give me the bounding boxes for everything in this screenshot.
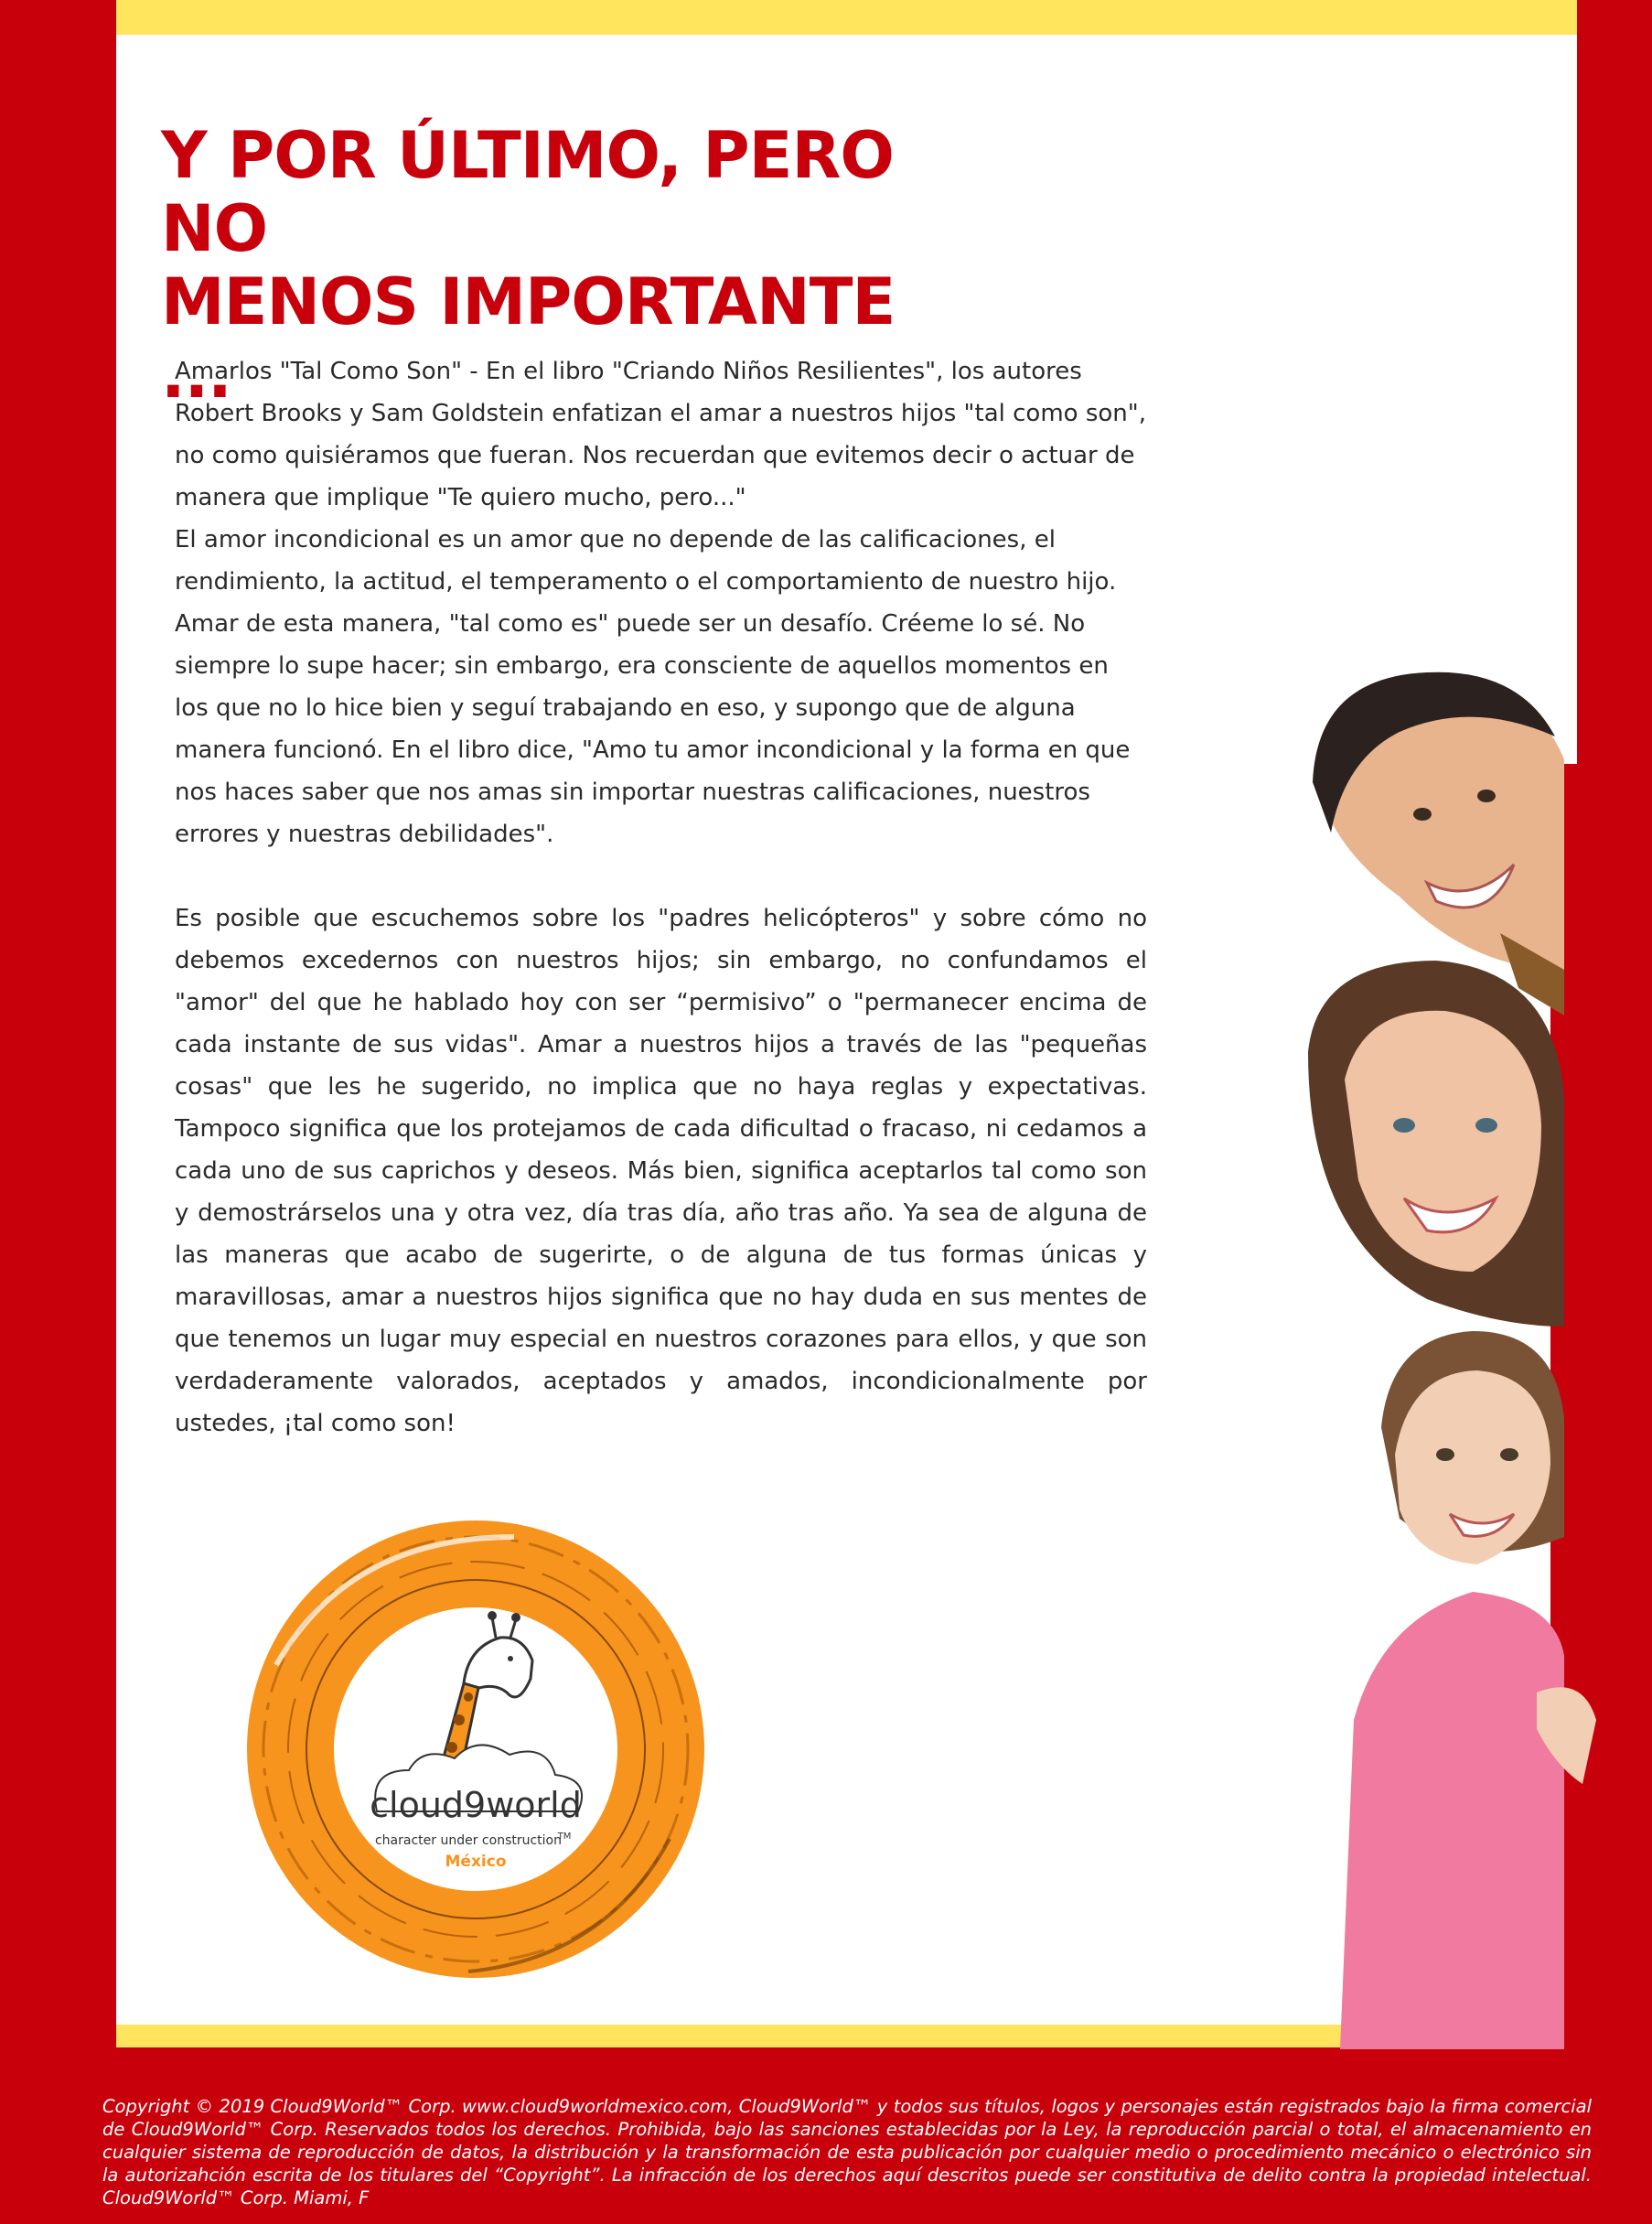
logo-tagline: character under construction <box>374 1833 563 1848</box>
family-photo <box>1290 668 1601 2049</box>
logo-country: México <box>445 1853 507 1871</box>
paragraph-2: El amor incondicional es un amor que no depende de las calificaciones, el rendimiento, la actitud, el temperamento o el comportamiento de nuestro hijo. Amar de esta manera, "tal como es" puede ser un desafío. Créeme lo sé. No siempre lo supe hacer; sin embargo, era consciente de aquellos momentos en los que no lo hice bien y seguí trabajando en eso, y supongo que de alguna manera funcionó. En el libro dice, "Amo tu amor incondicional y la forma en que nos haces saber que nos amas sin importar nuestras calificaciones, nuestros errores y nuestras debilidades". <box>175 526 1131 848</box>
logo-trademark: TM <box>557 1832 572 1842</box>
girl-figure <box>1340 1331 1596 2049</box>
logo-brand-text: cloud9world <box>370 1785 582 1825</box>
mother-figure <box>1308 961 1564 1327</box>
title-line-2: MENOS IMPORTANTE ... <box>161 264 896 413</box>
cloud9world-logo <box>240 1510 711 1985</box>
article-body <box>175 350 1147 1445</box>
paragraph-1: Amarlos "Tal Como Son" - En el libro "Criando Niños Resilientes", los autores Robert Brooks y Sam Goldstein enfatizan el amar a nuestros hijos "tal como son", no como quisiéramos que fueran. Nos recuerdan que evitemos decir o actuar de manera que implique "Te quiero mucho, pero..." <box>175 358 1146 511</box>
copyright-notice: Copyright © 2019 Cloud9World™ Corp. www.cloud9worldmexico.com, Cloud9World™ y todos sus títulos, logos y personajes están registrados bajo la firma comercial de Cloud9World™ Corp. Reservados todos los derechos. Prohibida, bajo las sanciones establecidas por la Ley, la reproducción parcial o total, el almacenamiento en cualquier sistema de reproducción de datos, la distribución y la transformación de esta publicación por cualquier medio o procedimiento mecánico o electrónico sin la autorizahción escrita de los titulares del “Copyright”. La infracción de los derechos aquí descritos puede ser constitutiva de delito contra la propiedad intelectual. Cloud9World™ Corp. Miami, F <box>102 2096 1592 2208</box>
title-line-1: Y POR ÚLTIMO, PERO NO <box>161 118 894 266</box>
top-yellow-band <box>116 0 1577 35</box>
paragraph-3: Es posible que escuchemos sobre los "padres helicópteros" y sobre cómo no debemos excedernos con nuestros hijos; sin embargo, no confundamos el "amor" del que he hablado hoy con ser “permisivo” o "permanecer encima de cada instante de sus vidas". Amar a nuestros hijos a través de las "pequeñas cosas" que les he sugerido, no implica que no haya reglas y expectativas. Tampoco significa que los protejamos de cada dificultad o fracaso, ni cedamos a cada uno de sus caprichos y deseos. Más bien, significa aceptarlos tal como son y demostrárselos una y otra vez, día tras día, año tras año. Ya sea de alguna de las maneras que acabo de sugerirte, o de alguna de tus formas únicas y maravillosas, amar a nuestros hijos significa que no hay duda en sus mentes de que tenemos un lugar muy especial en nuestros corazones para ellos, y que son verdaderamente valorados, aceptados y amados, incondicionalmente por ustedes, ¡tal como son! <box>175 905 1147 1437</box>
